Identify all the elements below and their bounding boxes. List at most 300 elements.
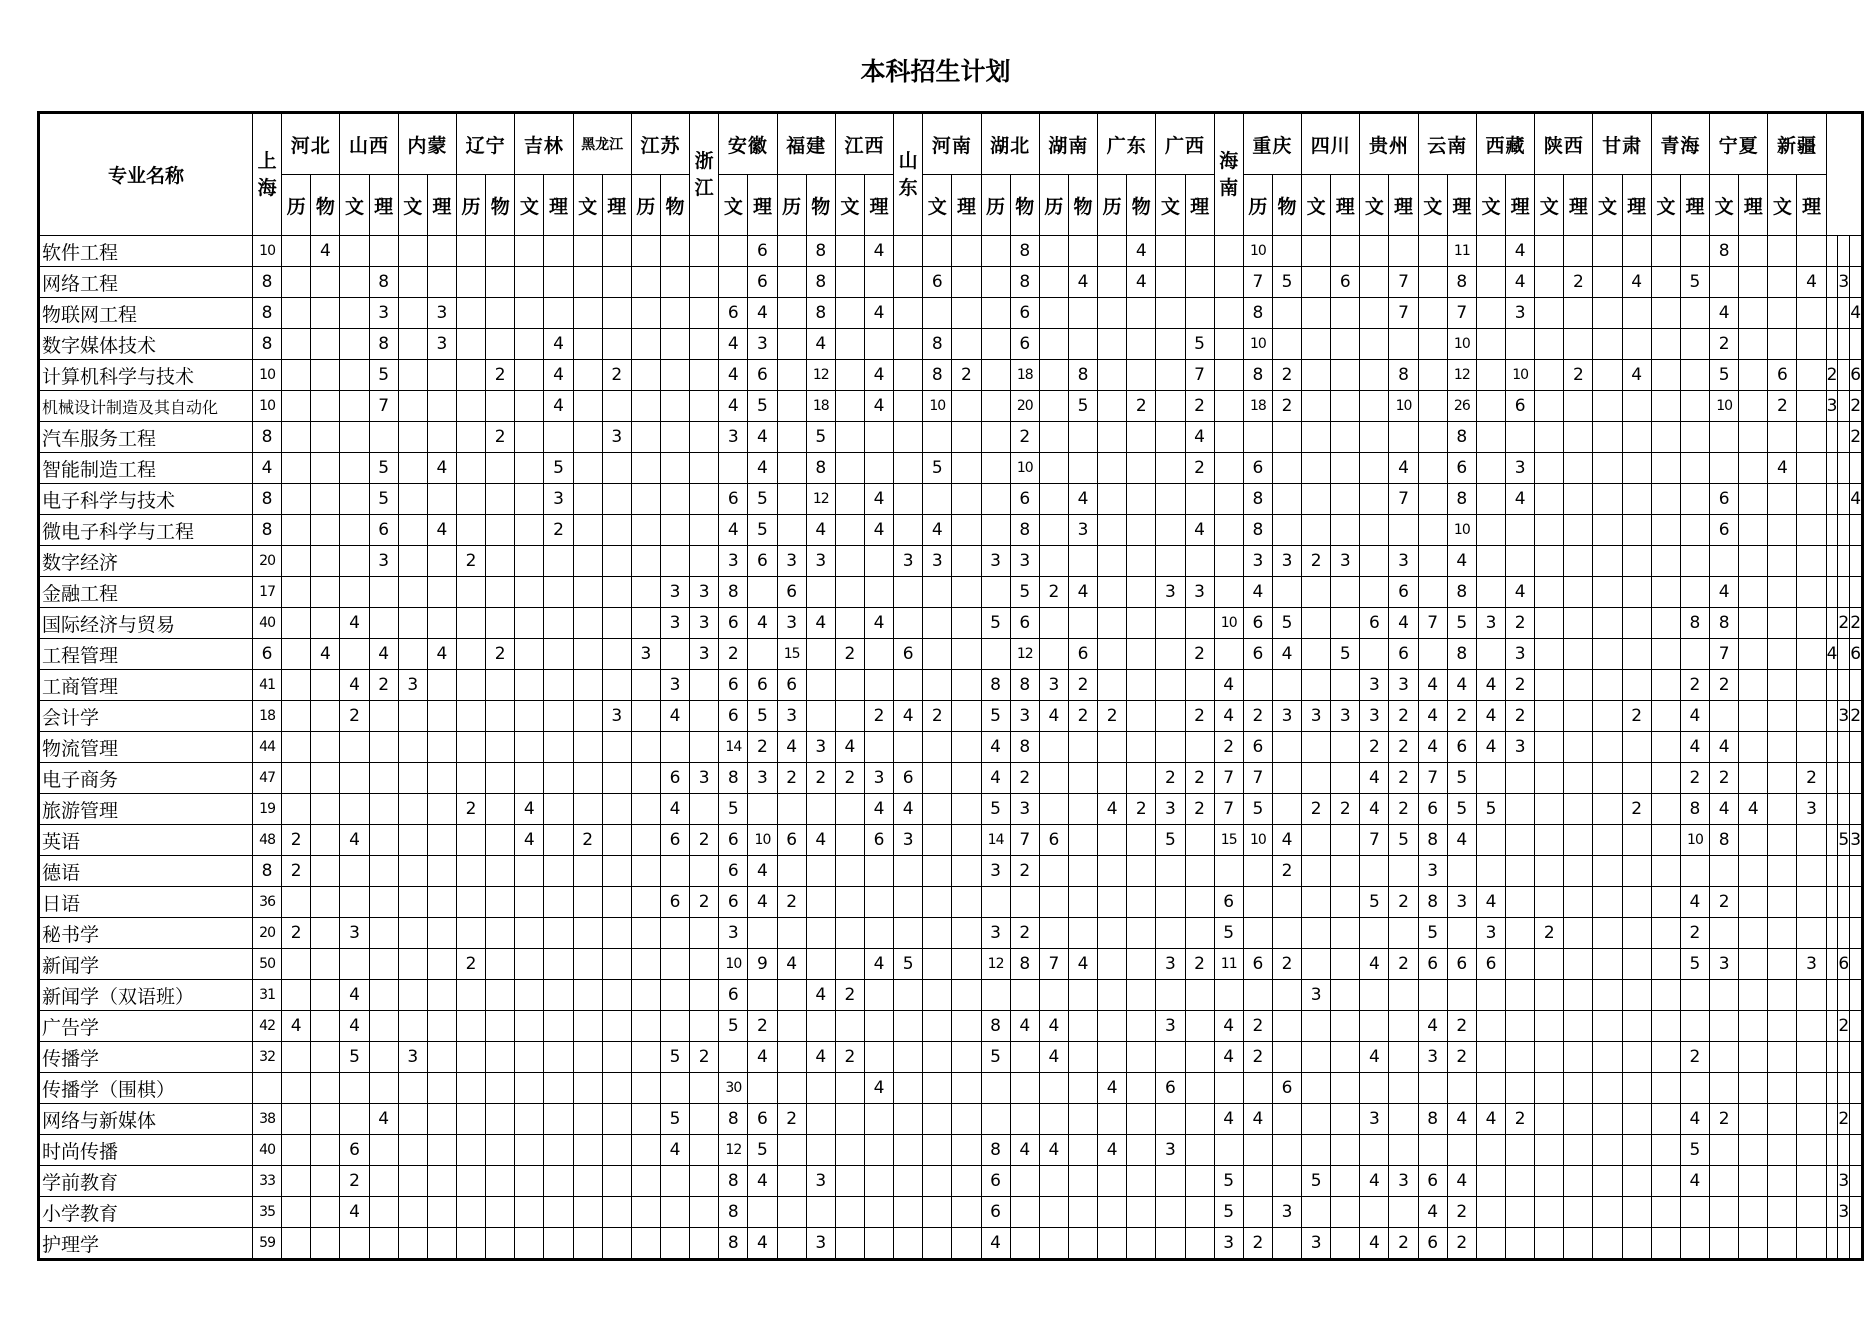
quota-cell xyxy=(1360,298,1389,329)
quota-cell: 3 xyxy=(1506,639,1535,670)
quota-cell: 4 xyxy=(1214,701,1243,732)
quota-cell xyxy=(1127,639,1156,670)
quota-cell xyxy=(981,391,1010,422)
quota-cell xyxy=(311,608,340,639)
quota-cell xyxy=(1418,236,1447,267)
major-name-cell: 微电子科学与工程 xyxy=(39,515,253,546)
quota-cell: 5 xyxy=(1214,918,1243,949)
quota-cell xyxy=(1622,298,1651,329)
quota-cell xyxy=(456,515,485,546)
quota-cell: 4 xyxy=(806,825,835,856)
quota-cell xyxy=(631,1135,660,1166)
quota-cell xyxy=(1826,236,1838,267)
quota-cell xyxy=(427,1228,456,1260)
quota-cell xyxy=(427,825,456,856)
quota-cell xyxy=(1068,825,1097,856)
quota-cell xyxy=(1243,887,1272,918)
quota-cell: 4 xyxy=(369,1104,398,1135)
quota-cell xyxy=(1272,515,1301,546)
quota-cell xyxy=(952,515,981,546)
quota-cell xyxy=(1593,267,1622,298)
quota-cell xyxy=(660,546,689,577)
quota-cell: 6 xyxy=(923,267,952,298)
quota-cell xyxy=(486,825,515,856)
quota-cell xyxy=(1710,918,1739,949)
quota-cell xyxy=(311,453,340,484)
quota-cell: 3 xyxy=(1389,546,1418,577)
table-row xyxy=(39,608,1863,639)
quota-cell xyxy=(1389,856,1418,887)
quota-cell xyxy=(1651,1228,1680,1260)
quota-cell: 4 xyxy=(1360,949,1389,980)
quota-cell xyxy=(1535,856,1564,887)
quota-cell xyxy=(690,949,719,980)
quota-cell: 4 xyxy=(515,825,544,856)
quota-cell xyxy=(1039,422,1068,453)
quota-cell: 4 xyxy=(340,1197,369,1228)
quota-cell xyxy=(1476,267,1505,298)
quota-cell xyxy=(1418,515,1447,546)
quota-cell: 2 xyxy=(456,546,485,577)
subject-header: 物 xyxy=(311,175,340,236)
quota-cell: 2 xyxy=(602,360,631,391)
quota-cell: 2 xyxy=(1068,670,1097,701)
quota-cell xyxy=(1156,453,1185,484)
quota-cell xyxy=(1680,856,1709,887)
quota-cell xyxy=(1506,546,1535,577)
quota-cell: 4 xyxy=(1710,298,1739,329)
quota-cell xyxy=(952,329,981,360)
quota-cell: 12 xyxy=(1447,360,1476,391)
quota-cell xyxy=(573,763,602,794)
quota-cell xyxy=(1185,887,1214,918)
province-header: 广西 xyxy=(1156,113,1214,175)
quota-cell: 44 xyxy=(253,732,282,763)
quota-cell xyxy=(660,298,689,329)
quota-cell: 8 xyxy=(1010,732,1039,763)
quota-cell xyxy=(456,1042,485,1073)
quota-cell: 8 xyxy=(1710,608,1739,639)
quota-cell xyxy=(1418,546,1447,577)
quota-cell: 3 xyxy=(1272,1197,1301,1228)
quota-cell xyxy=(1739,1011,1768,1042)
quota-cell xyxy=(835,887,864,918)
quota-cell: 2 xyxy=(1272,856,1301,887)
quota-cell xyxy=(835,546,864,577)
quota-cell xyxy=(835,701,864,732)
quota-cell xyxy=(923,1011,952,1042)
quota-cell xyxy=(864,1104,893,1135)
quota-cell xyxy=(1739,608,1768,639)
quota-cell xyxy=(1272,1135,1301,1166)
quota-cell: 4 xyxy=(369,639,398,670)
quota-cell xyxy=(1850,577,1863,608)
quota-cell xyxy=(1098,515,1127,546)
quota-cell xyxy=(340,763,369,794)
quota-cell: 2 xyxy=(1185,391,1214,422)
quota-cell xyxy=(1622,856,1651,887)
quota-cell: 4 xyxy=(864,298,893,329)
quota-cell xyxy=(311,763,340,794)
province-header: 宁夏 xyxy=(1710,113,1768,175)
quota-cell xyxy=(1826,546,1838,577)
quota-cell xyxy=(864,453,893,484)
quota-cell xyxy=(952,949,981,980)
quota-cell xyxy=(1826,856,1838,887)
quota-cell: 2 xyxy=(748,1011,777,1042)
quota-cell xyxy=(1389,236,1418,267)
quota-cell xyxy=(1768,794,1797,825)
quota-cell xyxy=(544,422,573,453)
quota-cell xyxy=(981,639,1010,670)
quota-cell: 8 xyxy=(806,453,835,484)
quota-cell xyxy=(1739,980,1768,1011)
quota-cell xyxy=(1593,670,1622,701)
quota-cell xyxy=(1476,360,1505,391)
quota-cell: 4 xyxy=(1243,1104,1272,1135)
quota-cell: 36 xyxy=(253,887,282,918)
quota-cell xyxy=(923,298,952,329)
quota-cell xyxy=(573,546,602,577)
subject-header: 历 xyxy=(282,175,311,236)
quota-cell: 15 xyxy=(777,639,806,670)
province-header: 湖北 xyxy=(981,113,1039,175)
quota-cell xyxy=(602,670,631,701)
quota-cell: 2 xyxy=(1506,670,1535,701)
quota-cell: 2 xyxy=(1272,391,1301,422)
quota-cell xyxy=(1068,546,1097,577)
quota-cell xyxy=(835,608,864,639)
quota-cell xyxy=(340,856,369,887)
quota-cell xyxy=(1651,298,1680,329)
quota-cell xyxy=(1331,1166,1360,1197)
quota-cell: 6 xyxy=(1010,484,1039,515)
quota-cell: 11 xyxy=(1214,949,1243,980)
quota-cell xyxy=(835,391,864,422)
quota-cell xyxy=(427,236,456,267)
quota-cell: 10 xyxy=(1680,825,1709,856)
table-row xyxy=(39,763,1863,794)
quota-cell xyxy=(340,794,369,825)
quota-cell: 4 xyxy=(748,856,777,887)
quota-cell xyxy=(1739,1042,1768,1073)
table-row xyxy=(39,546,1863,577)
quota-cell xyxy=(1098,639,1127,670)
quota-cell xyxy=(1360,1135,1389,1166)
quota-cell: 3 xyxy=(1389,670,1418,701)
quota-cell xyxy=(1331,1104,1360,1135)
quota-cell xyxy=(1826,701,1838,732)
quota-cell: 2 xyxy=(690,1042,719,1073)
quota-cell: 8 xyxy=(1243,360,1272,391)
quota-cell: 4 xyxy=(864,608,893,639)
quota-cell xyxy=(602,949,631,980)
quota-cell xyxy=(456,825,485,856)
quota-cell xyxy=(1768,1011,1797,1042)
quota-cell: 10 xyxy=(1447,515,1476,546)
quota-cell xyxy=(282,546,311,577)
quota-cell xyxy=(427,608,456,639)
quota-cell xyxy=(1068,763,1097,794)
quota-cell xyxy=(835,1011,864,1042)
quota-cell xyxy=(1127,1104,1156,1135)
quota-cell xyxy=(515,1104,544,1135)
quota-cell xyxy=(1826,453,1838,484)
quota-cell xyxy=(1506,887,1535,918)
quota-cell xyxy=(311,856,340,887)
quota-cell xyxy=(398,360,427,391)
quota-cell xyxy=(1739,546,1768,577)
quota-cell xyxy=(1850,1042,1863,1073)
quota-cell xyxy=(515,391,544,422)
quota-cell xyxy=(1651,546,1680,577)
subject-header: 理 xyxy=(748,175,777,236)
quota-cell: 10 xyxy=(1243,329,1272,360)
quota-cell: 3 xyxy=(1797,794,1826,825)
quota-cell xyxy=(1593,236,1622,267)
quota-cell xyxy=(1535,763,1564,794)
quota-cell: 2 xyxy=(835,1042,864,1073)
quota-cell xyxy=(1680,577,1709,608)
quota-cell xyxy=(981,236,1010,267)
quota-cell: 5 xyxy=(1710,360,1739,391)
subject-header: 理 xyxy=(1739,175,1768,236)
quota-cell xyxy=(1838,453,1850,484)
quota-cell: 10 xyxy=(1389,391,1418,422)
quota-cell xyxy=(427,670,456,701)
quota-cell xyxy=(748,980,777,1011)
quota-cell: 2 xyxy=(1039,577,1068,608)
quota-cell: 4 xyxy=(1680,732,1709,763)
quota-cell xyxy=(1302,298,1331,329)
quota-cell: 6 xyxy=(748,546,777,577)
quota-cell xyxy=(1418,298,1447,329)
quota-cell: 3 xyxy=(1185,577,1214,608)
quota-cell: 3 xyxy=(1506,453,1535,484)
quota-cell: 6 xyxy=(864,825,893,856)
quota-cell: 5 xyxy=(1068,391,1097,422)
quota-cell xyxy=(631,484,660,515)
quota-cell: 2 xyxy=(777,763,806,794)
quota-cell xyxy=(427,1135,456,1166)
quota-cell xyxy=(1838,236,1850,267)
quota-cell xyxy=(806,918,835,949)
quota-cell xyxy=(1418,639,1447,670)
quota-cell xyxy=(690,329,719,360)
quota-cell xyxy=(1622,825,1651,856)
quota-cell xyxy=(573,453,602,484)
quota-cell xyxy=(1360,546,1389,577)
quota-cell: 6 xyxy=(1010,298,1039,329)
quota-cell xyxy=(1331,825,1360,856)
quota-cell xyxy=(602,1197,631,1228)
quota-cell: 2 xyxy=(1622,794,1651,825)
quota-cell xyxy=(340,422,369,453)
quota-cell xyxy=(602,732,631,763)
quota-cell xyxy=(1651,577,1680,608)
quota-cell xyxy=(544,1073,573,1104)
quota-cell xyxy=(1039,608,1068,639)
quota-cell: 2 xyxy=(1185,701,1214,732)
quota-cell: 2 xyxy=(1272,360,1301,391)
quota-cell xyxy=(1535,825,1564,856)
quota-cell: 4 xyxy=(1476,887,1505,918)
quota-cell: 6 xyxy=(719,670,748,701)
province-header: 湖南 xyxy=(1039,113,1097,175)
quota-cell xyxy=(864,1135,893,1166)
quota-cell xyxy=(631,577,660,608)
quota-cell xyxy=(952,701,981,732)
quota-cell: 4 xyxy=(1272,825,1301,856)
quota-cell: 8 xyxy=(806,298,835,329)
quota-cell xyxy=(1360,918,1389,949)
quota-cell xyxy=(544,763,573,794)
quota-cell: 3 xyxy=(690,763,719,794)
quota-cell xyxy=(282,763,311,794)
quota-cell xyxy=(1098,825,1127,856)
quota-cell xyxy=(1127,329,1156,360)
quota-cell xyxy=(1039,267,1068,298)
quota-cell xyxy=(1797,298,1826,329)
quota-cell: 6 xyxy=(1768,360,1797,391)
enrollment-plan-table xyxy=(37,111,1864,1261)
quota-cell xyxy=(1360,515,1389,546)
quota-cell xyxy=(1068,329,1097,360)
quota-cell xyxy=(1838,763,1850,794)
quota-cell xyxy=(369,949,398,980)
quota-cell xyxy=(1797,422,1826,453)
quota-cell xyxy=(1272,732,1301,763)
quota-cell xyxy=(1156,422,1185,453)
quota-cell: 20 xyxy=(1010,391,1039,422)
province-header: 广东 xyxy=(1098,113,1156,175)
quota-cell xyxy=(1622,887,1651,918)
province-header: 贵州 xyxy=(1360,113,1418,175)
quota-cell xyxy=(1850,515,1863,546)
quota-cell xyxy=(1838,1135,1850,1166)
quota-cell: 4 xyxy=(864,236,893,267)
quota-cell: 6 xyxy=(1243,608,1272,639)
quota-cell xyxy=(544,1228,573,1260)
quota-cell: 2 xyxy=(1768,391,1797,422)
quota-cell xyxy=(1360,856,1389,887)
major-name-cell: 秘书学 xyxy=(39,918,253,949)
quota-cell xyxy=(1418,577,1447,608)
quota-cell xyxy=(1622,577,1651,608)
quota-cell xyxy=(1389,980,1418,1011)
quota-cell xyxy=(573,1228,602,1260)
quota-cell xyxy=(1768,298,1797,329)
quota-cell: 5 xyxy=(1418,918,1447,949)
subject-header: 文 xyxy=(1418,175,1447,236)
quota-cell: 7 xyxy=(1214,763,1243,794)
quota-cell: 35 xyxy=(253,1197,282,1228)
quota-cell xyxy=(1068,732,1097,763)
quota-cell xyxy=(1331,1135,1360,1166)
quota-cell: 8 xyxy=(1068,360,1097,391)
quota-cell xyxy=(1710,1042,1739,1073)
quota-cell xyxy=(1768,918,1797,949)
quota-cell xyxy=(631,670,660,701)
quota-cell xyxy=(515,732,544,763)
quota-cell: 8 xyxy=(1447,422,1476,453)
quota-cell xyxy=(1680,1073,1709,1104)
quota-cell xyxy=(835,360,864,391)
quota-cell xyxy=(1593,391,1622,422)
quota-cell xyxy=(952,1228,981,1260)
quota-cell xyxy=(1768,1197,1797,1228)
quota-cell xyxy=(311,1166,340,1197)
quota-cell xyxy=(1622,515,1651,546)
quota-cell xyxy=(1302,825,1331,856)
quota-cell xyxy=(1098,887,1127,918)
quota-cell: 2 xyxy=(573,825,602,856)
quota-cell xyxy=(1302,639,1331,670)
quota-cell xyxy=(1302,763,1331,794)
quota-cell xyxy=(369,918,398,949)
quota-cell xyxy=(1651,701,1680,732)
quota-cell: 4 xyxy=(719,391,748,422)
quota-cell xyxy=(1593,639,1622,670)
quota-cell xyxy=(1127,1166,1156,1197)
quota-cell xyxy=(690,422,719,453)
quota-cell xyxy=(427,1197,456,1228)
quota-cell: 3 xyxy=(690,577,719,608)
quota-cell xyxy=(369,1073,398,1104)
quota-cell xyxy=(690,701,719,732)
quota-cell: 5 xyxy=(748,484,777,515)
quota-cell xyxy=(1593,794,1622,825)
quota-cell xyxy=(427,949,456,980)
quota-cell xyxy=(660,236,689,267)
quota-cell xyxy=(981,577,1010,608)
quota-cell: 2 xyxy=(806,763,835,794)
quota-cell xyxy=(690,236,719,267)
quota-cell: 2 xyxy=(1185,763,1214,794)
quota-cell xyxy=(894,515,923,546)
quota-cell: 8 xyxy=(719,1166,748,1197)
quota-cell: 4 xyxy=(1010,1011,1039,1042)
quota-cell: 6 xyxy=(719,887,748,918)
quota-cell xyxy=(1535,1166,1564,1197)
quota-cell xyxy=(602,763,631,794)
quota-cell: 8 xyxy=(719,1104,748,1135)
quota-cell xyxy=(1826,298,1838,329)
quota-cell: 8 xyxy=(253,422,282,453)
quota-cell xyxy=(602,1228,631,1260)
quota-cell xyxy=(631,1011,660,1042)
quota-cell: 4 xyxy=(1360,763,1389,794)
quota-cell xyxy=(427,484,456,515)
quota-cell xyxy=(456,267,485,298)
quota-cell xyxy=(1068,422,1097,453)
major-name-cell: 网络工程 xyxy=(39,267,253,298)
quota-cell: 4 xyxy=(748,608,777,639)
quota-cell xyxy=(602,1073,631,1104)
quota-cell xyxy=(311,515,340,546)
quota-cell xyxy=(1535,1104,1564,1135)
quota-cell xyxy=(835,484,864,515)
quota-cell xyxy=(1564,1197,1593,1228)
quota-cell: 2 xyxy=(1850,391,1863,422)
major-name-cell: 工程管理 xyxy=(39,639,253,670)
quota-cell xyxy=(1535,887,1564,918)
quota-cell: 8 xyxy=(1243,298,1272,329)
quota-cell xyxy=(1651,391,1680,422)
quota-cell: 4 xyxy=(1389,453,1418,484)
quota-cell xyxy=(923,670,952,701)
quota-cell xyxy=(1389,329,1418,360)
